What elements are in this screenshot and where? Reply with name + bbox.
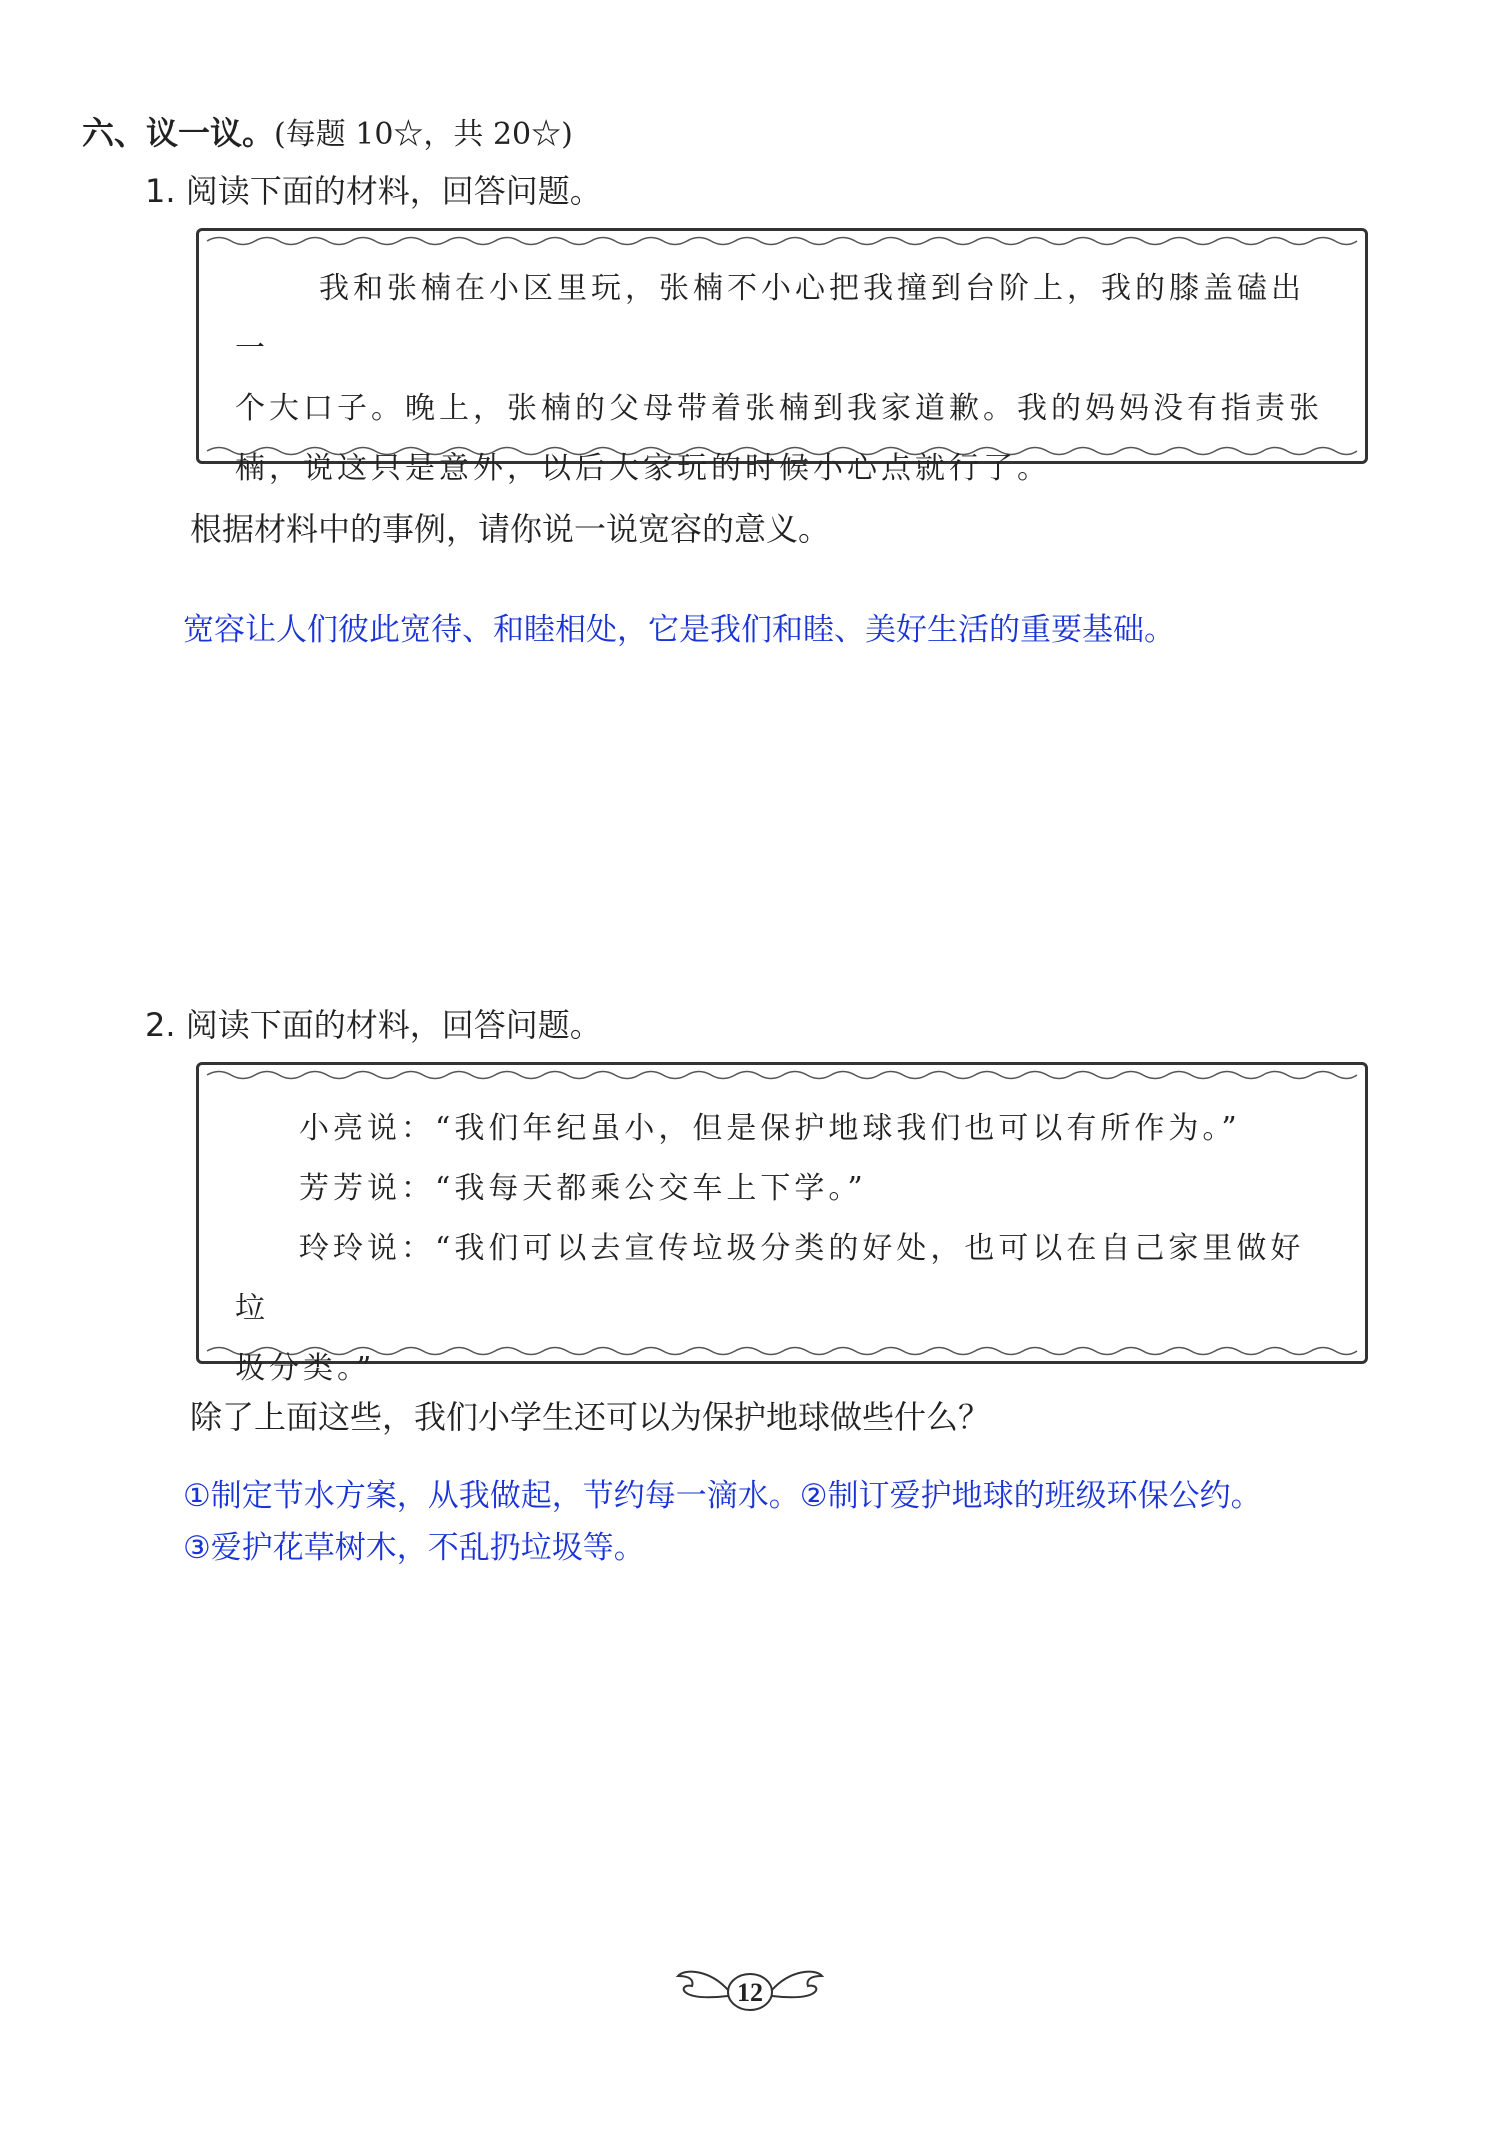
question-2-answer-line: ③爱护花草树木，不乱扔垃圾等。 xyxy=(183,1530,645,1566)
passage-line: 个大口子。晚上，张楠的父母带着张楠到我家道歉。我的妈妈没有指责张 xyxy=(235,391,1323,426)
passage-line: 楠，说这只是意外，以后大家玩的时候小心点就行了。 xyxy=(235,451,1051,486)
section-heading xyxy=(82,108,573,154)
passage-line: 圾分类。” xyxy=(235,1351,376,1386)
question-2-passage xyxy=(235,1099,1335,1399)
question-1-prompt: 根据材料中的事例，请你说一说宽容的意义。 xyxy=(190,510,831,548)
passage-line: 我和张楠在小区里玩，张楠不小心把我撞到台阶上，我的膝盖磕出一 xyxy=(235,271,1305,366)
question-1-label: 1. 阅读下面的材料，回答问题。 xyxy=(145,172,602,210)
wings-ornament-icon xyxy=(670,1950,830,2020)
section-score-note: (每题 10☆，共 20☆) xyxy=(274,117,573,152)
question-2-answer-line: ①制定节水方案，从我做起，节约每一滴水。②制订爱护地球的班级环保公约。 xyxy=(183,1478,1262,1514)
passage-line: 小亮说：“我们年纪虽小，但是保护地球我们也可以有所作为。” xyxy=(299,1111,1241,1146)
passage-line: 芳芳说：“我每天都乘公交车上下学。” xyxy=(299,1171,867,1206)
passage-line: 玲玲说：“我们可以去宣传垃圾分类的好处，也可以在自己家里做好垃 xyxy=(235,1231,1305,1326)
question-1-passage xyxy=(235,259,1335,499)
question-2-passage-box xyxy=(196,1062,1368,1386)
question-1-passage-box xyxy=(196,228,1368,486)
question-2-prompt: 除了上面这些，我们小学生还可以为保护地球做些什么？ xyxy=(190,1398,991,1436)
question-1-answer: 宽容让人们彼此宽待、和睦相处，它是我们和睦、美好生活的重要基础。 xyxy=(183,612,1175,648)
question-2-label: 2. 阅读下面的材料，回答问题。 xyxy=(145,1006,602,1044)
page-footer xyxy=(0,1950,1500,2020)
section-title: 六、议一议。 xyxy=(82,114,275,152)
page-number: 12 xyxy=(737,1978,763,2007)
